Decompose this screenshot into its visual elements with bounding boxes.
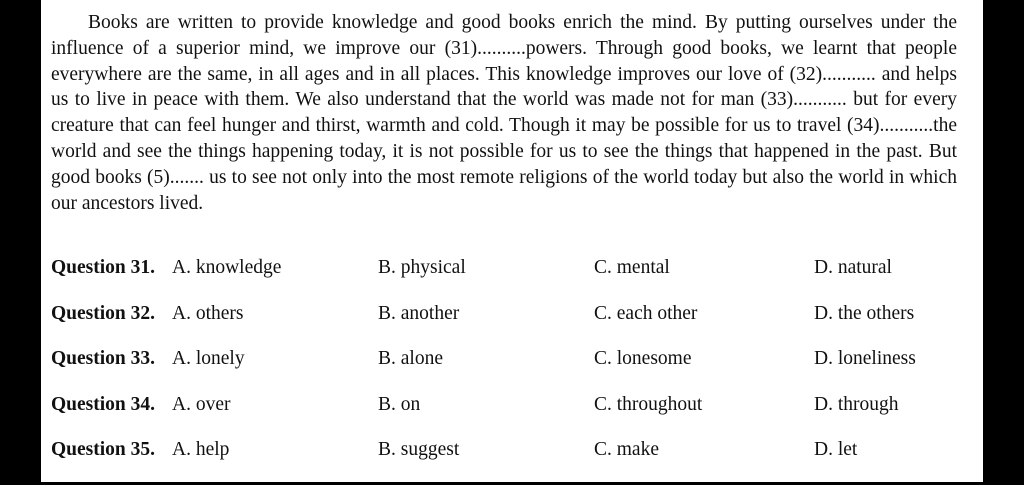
option-a: A. lonely: [172, 348, 245, 370]
question-32: [51, 303, 971, 349]
question-label: Question 32.: [51, 302, 156, 324]
question-label: Question 31.: [51, 257, 156, 278]
question-35: [51, 439, 971, 485]
question-label: Question 35.: [51, 439, 156, 461]
question-label: Question 34.: [51, 393, 156, 415]
option-b: B. suggest: [378, 439, 460, 461]
option-c: C. lonesome: [594, 348, 692, 370]
option-c: C. throughout: [594, 393, 703, 415]
option-b: B. physical: [378, 257, 466, 278]
question-list: [51, 257, 971, 485]
option-a: A. others: [172, 302, 244, 324]
option-b: B. on: [378, 393, 421, 415]
question-label: Question 33.: [51, 348, 156, 370]
option-d: D. loneliness: [814, 348, 916, 370]
question-34: [51, 394, 971, 440]
document-page: [41, 0, 983, 482]
option-c: C. make: [594, 439, 659, 461]
option-d: D. let: [814, 439, 858, 461]
question-31: [51, 257, 971, 303]
option-d: D. through: [814, 393, 899, 415]
option-b: B. another: [378, 302, 460, 324]
option-c: C. mental: [594, 257, 670, 278]
option-b: B. alone: [378, 348, 443, 370]
option-d: D. natural: [814, 257, 892, 278]
option-c: C. each other: [594, 302, 698, 324]
option-a: A. help: [172, 439, 230, 461]
option-a: A. knowledge: [172, 257, 282, 278]
reading-passage: Books are written to provide knowledge and good books enrich the mind. By putting ourselves under the influence of a superior mind, we improve our (31)..........powers. Through good books, we learnt that people everywhere are the same, in all ages and in all places. This knowledge improves our love of (32)........... and helps us to live in peace with them. We also understand that the world was made not for man (33)........... but for every creature that can feel hunger and thirst, warmth and cold. Though it may be possible for us to travel (34)...........the world and see the things happening today, it is not possible for us to see the things that happened in the past. But good books (5)....... us to see not only into the most remote religions of the world today but also the world in which our ancestors lived.: [51, 12, 957, 214]
option-d: D. the others: [814, 302, 915, 324]
question-33: [51, 348, 971, 394]
option-a: A. over: [172, 393, 231, 415]
